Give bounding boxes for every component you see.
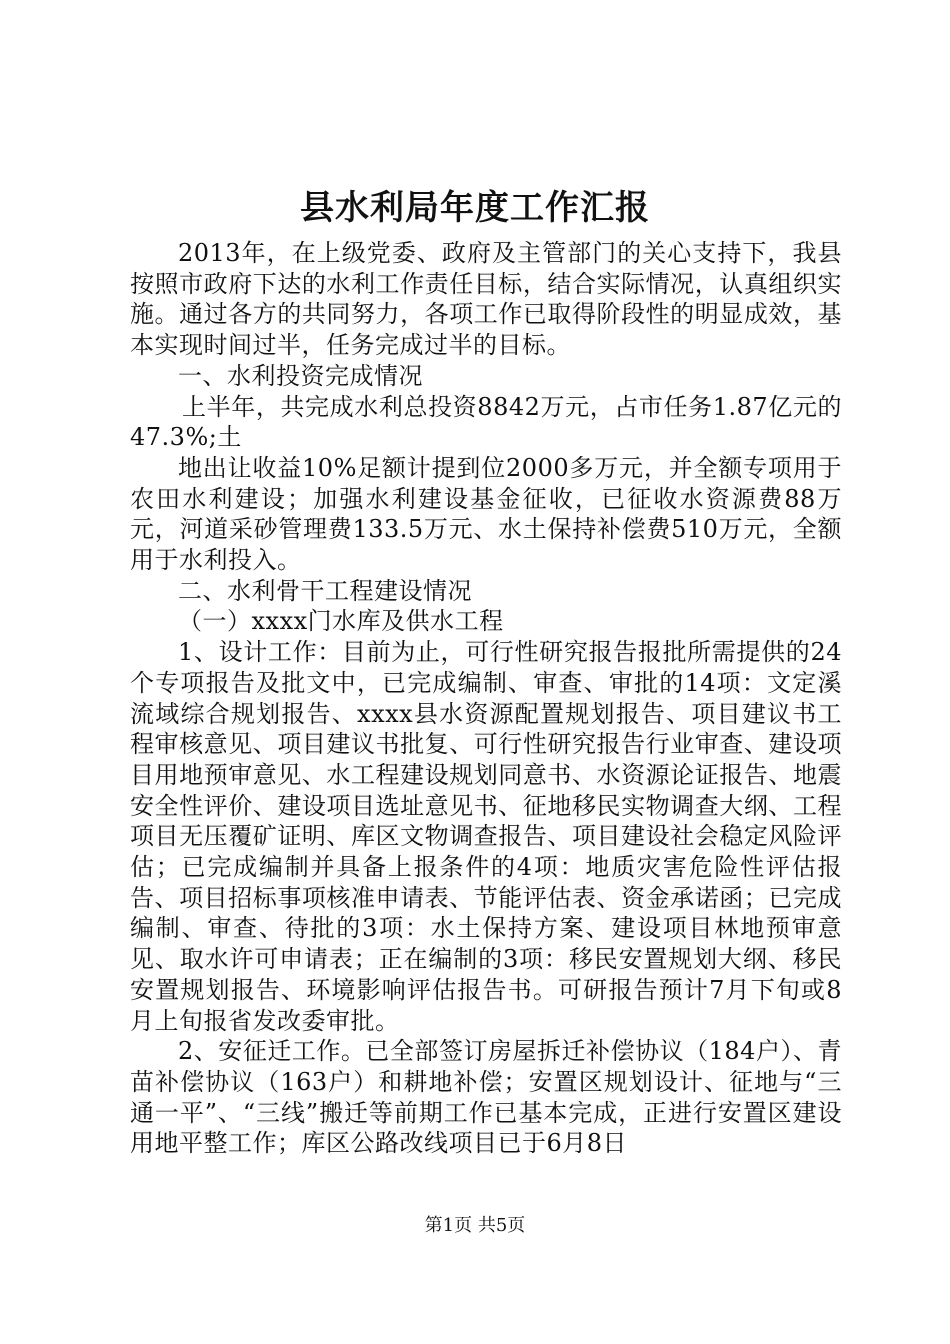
paragraph-intro: 2013年，在上级党委、政府及主管部门的关心支持下，我县按照市政府下达的水利工作责任目标，结合实际情况，认真组织实施。通过各方的共同努力，各项工作已取得阶段性的明显成效，基本实现时间过半，任务完成过半的目标。 [130,239,842,360]
paragraph-investment-total: 上半年，共完成水利总投资8842万元，占市任务1.87亿元的47.3%;土 [130,392,842,452]
section-heading-projects: 二、水利骨干工程建设情况 [178,576,472,605]
section-heading-investment: 一、水利投资完成情况 [178,361,423,390]
paragraph-investment-detail: 地出让收益10%足额计提到位2000多万元，并全额专项用于农田水利建设；加强水利建设基金征收，已征收水资源费88万元，河道采砂管理费133.5万元、水土保持补偿费510万元，全额用于水利投入。 [130,453,842,575]
page-footer: 第1页 共5页 [424,1215,526,1236]
subsection-heading-reservoir: （一）xxxx门水库及供水工程 [178,607,504,636]
paragraph-design-work: 1、设计工作：目前为止，可行性研究报告报批所需提供的24个专项报告及批文中，已完成编制、审查、审批的14项：文定溪流域综合规划报告、xxxx县水资源配置规划报告、项目建议书工程审核意见、项目建议书批复、可行性研究报告行业审查、建设项目用地预审意见、水工程建设规划同意书、水资源论证报告、地震安全性评价、建设项目选址意见书、征地移民实物调查大纲、工程项目无压覆矿证明、库区文物调查报告、项目建设社会稳定风险评估；已完成编制并具备上报条件的4项：地质灾害危险性评估报告、项目招标事项核准申请表、节能评估表、资金承诺函；已完成编制、审查、待批的3项：水土保持方案、建设项目林地预审意见、取水许可申请表；正在编制的3项：移民安置规划大纲、移民安置规划报告、环境影响评估报告书。可研报告预计7月下旬或8月上旬报省发改委审批。 [130,638,842,1035]
document-body [130,238,842,1159]
document-title: 县水利局年度工作汇报 [300,188,650,228]
paragraph-relocation-work: 2、安征迁工作。已全部签订房屋拆迁补偿协议（184户）、青苗补偿协议（163户）和耕地补偿；安置区规划设计、征地与“三通一平”、“三线”搬迁等前期工作已基本完成，正进行安置区建设用地平整工作；库区公路改线项目已于6月8日 [130,1037,842,1158]
